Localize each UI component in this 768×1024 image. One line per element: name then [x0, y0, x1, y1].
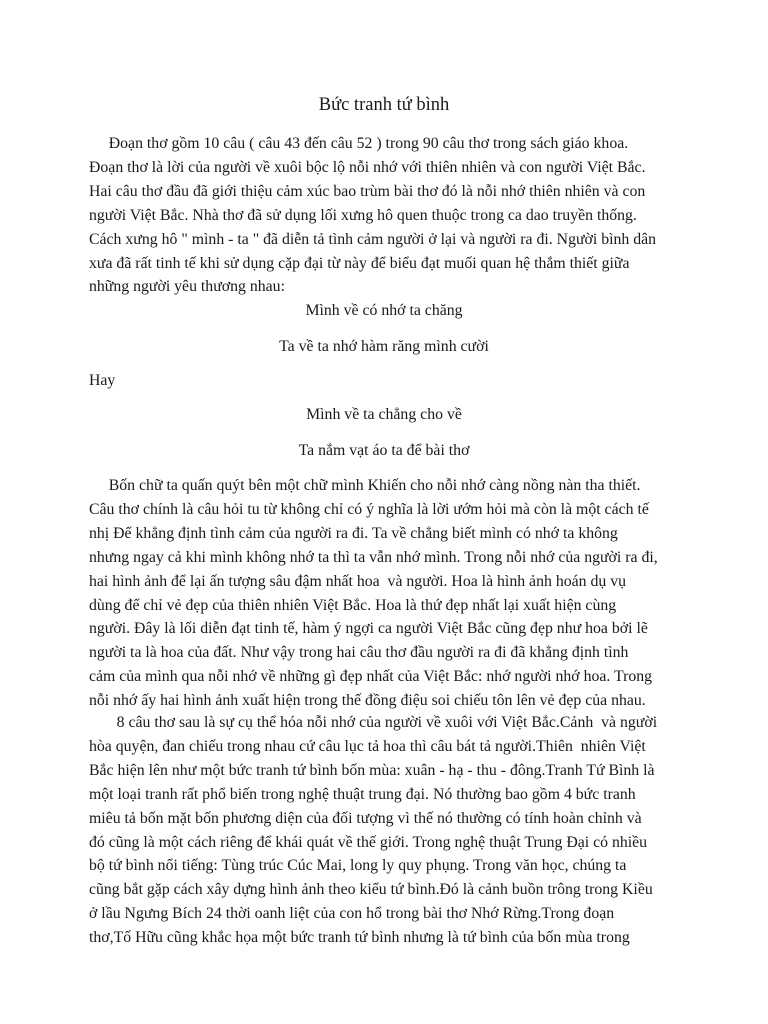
- verse-line-4: Ta nắm vạt áo ta để bài thơ: [298, 442, 470, 459]
- verse-line-1: Mình về có nhớ ta chăng: [305, 302, 463, 319]
- text-line: Đoạn thơ là lời của người về xuôi bộc lộ nỗi nhớ với thiên nhiên và con người Việt Bắc.: [89, 158, 646, 176]
- text-line: 8 câu thơ sau là sự cụ thể hóa nỗi nhớ của người về xuôi với Việt Bắc.Cảnh và người: [89, 714, 658, 731]
- text-line: người ta là hoa của đất. Như vậy trong hai câu thơ đầu người ra đi đã khẳng định tình: [89, 644, 629, 662]
- text-line: miêu tả bốn mặt bốn phương diện của đối tượng vì thế nó thường có tính hoàn chỉnh và: [89, 809, 642, 827]
- text-line: cảm của mình qua nỗi nhớ về những gì đẹp nhất của Việt Bắc: nhớ người nhớ hoa. Trong: [89, 668, 653, 686]
- text-line: Bắc hiện lên như một bức tranh tứ bình bốn mùa: xuân - hạ - thu - đông.Tranh Tứ Bình là: [89, 761, 655, 779]
- text-line: hòa quyện, đan chiếu trong nhau cứ câu lục tả hoa thì câu bát tả người.Thiên nhiên Việt: [89, 737, 646, 755]
- text-line: nỗi nhớ ấy hai hình ảnh xuất hiện trong thế đồng điệu soi chiếu tôn lên vẻ đẹp của nhau.: [89, 692, 646, 710]
- text-line: Câu thơ chính là câu hỏi tu từ không chỉ có ý nghĩa là lời ướm hỏi mà còn là một cách tế: [89, 500, 649, 518]
- text-line: Đoạn thơ gồm 10 câu ( câu 43 đến câu 52 ) trong 90 câu thơ trong sách giáo khoa.: [89, 135, 629, 152]
- document-title: Bức tranh tứ bình: [318, 95, 450, 115]
- text-line: bộ tứ bình nổi tiếng: Tùng trúc Cúc Mai, long ly quy phụng. Trong văn học, chúng ta: [89, 857, 627, 875]
- text-line: người Việt Bắc. Nhà thơ đã sử dụng lối xưng hô quen thuộc trong ca dao truyền thống.: [89, 206, 637, 224]
- text-line: nhị Để khẳng định tình cảm của người ra đi. Ta về chẳng biết mình có nhớ ta không: [89, 524, 618, 542]
- connector-word: Hay: [89, 372, 116, 389]
- text-line: Hai câu thơ đầu đã giới thiệu cảm xúc bao trùm bài thơ đó là nỗi nhớ thiên nhiên và con: [89, 182, 646, 200]
- text-line: những người yêu thương nhau:: [89, 278, 285, 296]
- text-line: Cách xưng hô " mình - ta " đã diễn tả tình cảm người ở lại và người ra đi. Người bình dân: [89, 230, 657, 248]
- text-line: một loại tranh rất phổ biến trong nghệ thuật trung đại. Nó thường bao gồm 4 bức tranh: [89, 785, 636, 803]
- text-line: hai hình ảnh để lại ấn tượng sâu đậm nhất hoa và người. Hoa là hình ảnh hoán dụ vụ: [89, 572, 627, 590]
- paragraph-four-seasons: [89, 711, 689, 950]
- text-line: người. Đây là lối diễn đạt tinh tế, hàm ý ngợi ca người Việt Bắc cũng đẹp như hoa bởi lẽ: [89, 620, 648, 638]
- paragraph-intro: [89, 132, 689, 299]
- verse-line-2: Ta về ta nhớ hàm răng mình cười: [279, 338, 489, 355]
- paragraph-analysis: [89, 474, 689, 713]
- text-line: nhưng ngay cả khi mình không nhớ ta thì ta vẫn nhớ mình. Trong nỗi nhớ của người ra đi,: [89, 548, 658, 566]
- text-line: ở lầu Ngưng Bích 24 thời oanh liệt của con hổ trong bài thơ Nhớ Rừng.Trong đoạn: [89, 905, 615, 923]
- text-line: đó cũng là một cách riêng để khái quát về thế giới. Trong nghệ thuật Trung Đại có nhiều: [89, 833, 648, 851]
- text-line: thơ,Tố Hữu cũng khắc họa một bức tranh tứ bình nhưng là tứ bình của bốn mùa trong: [89, 929, 630, 947]
- text-line: xưa đã rất tinh tế khi sử dụng cặp đại từ này để biểu đạt muối quan hệ thắm thiết giữa: [89, 254, 630, 272]
- text-line: cũng bắt gặp cách xây dựng hình ảnh theo kiểu tứ bình.Đó là cảnh buồn trông trong Kiều: [89, 881, 653, 899]
- text-line: dùng để chỉ vẻ đẹp của thiên nhiên Việt Bắc. Hoa là thứ đẹp nhất lại xuất hiện cùng: [89, 596, 617, 614]
- verse-line-3: Mình về ta chẳng cho về: [306, 406, 462, 423]
- text-line: Bốn chữ ta quấn quýt bên một chữ mình Khiến cho nỗi nhớ càng nồng nàn tha thiết.: [89, 477, 641, 494]
